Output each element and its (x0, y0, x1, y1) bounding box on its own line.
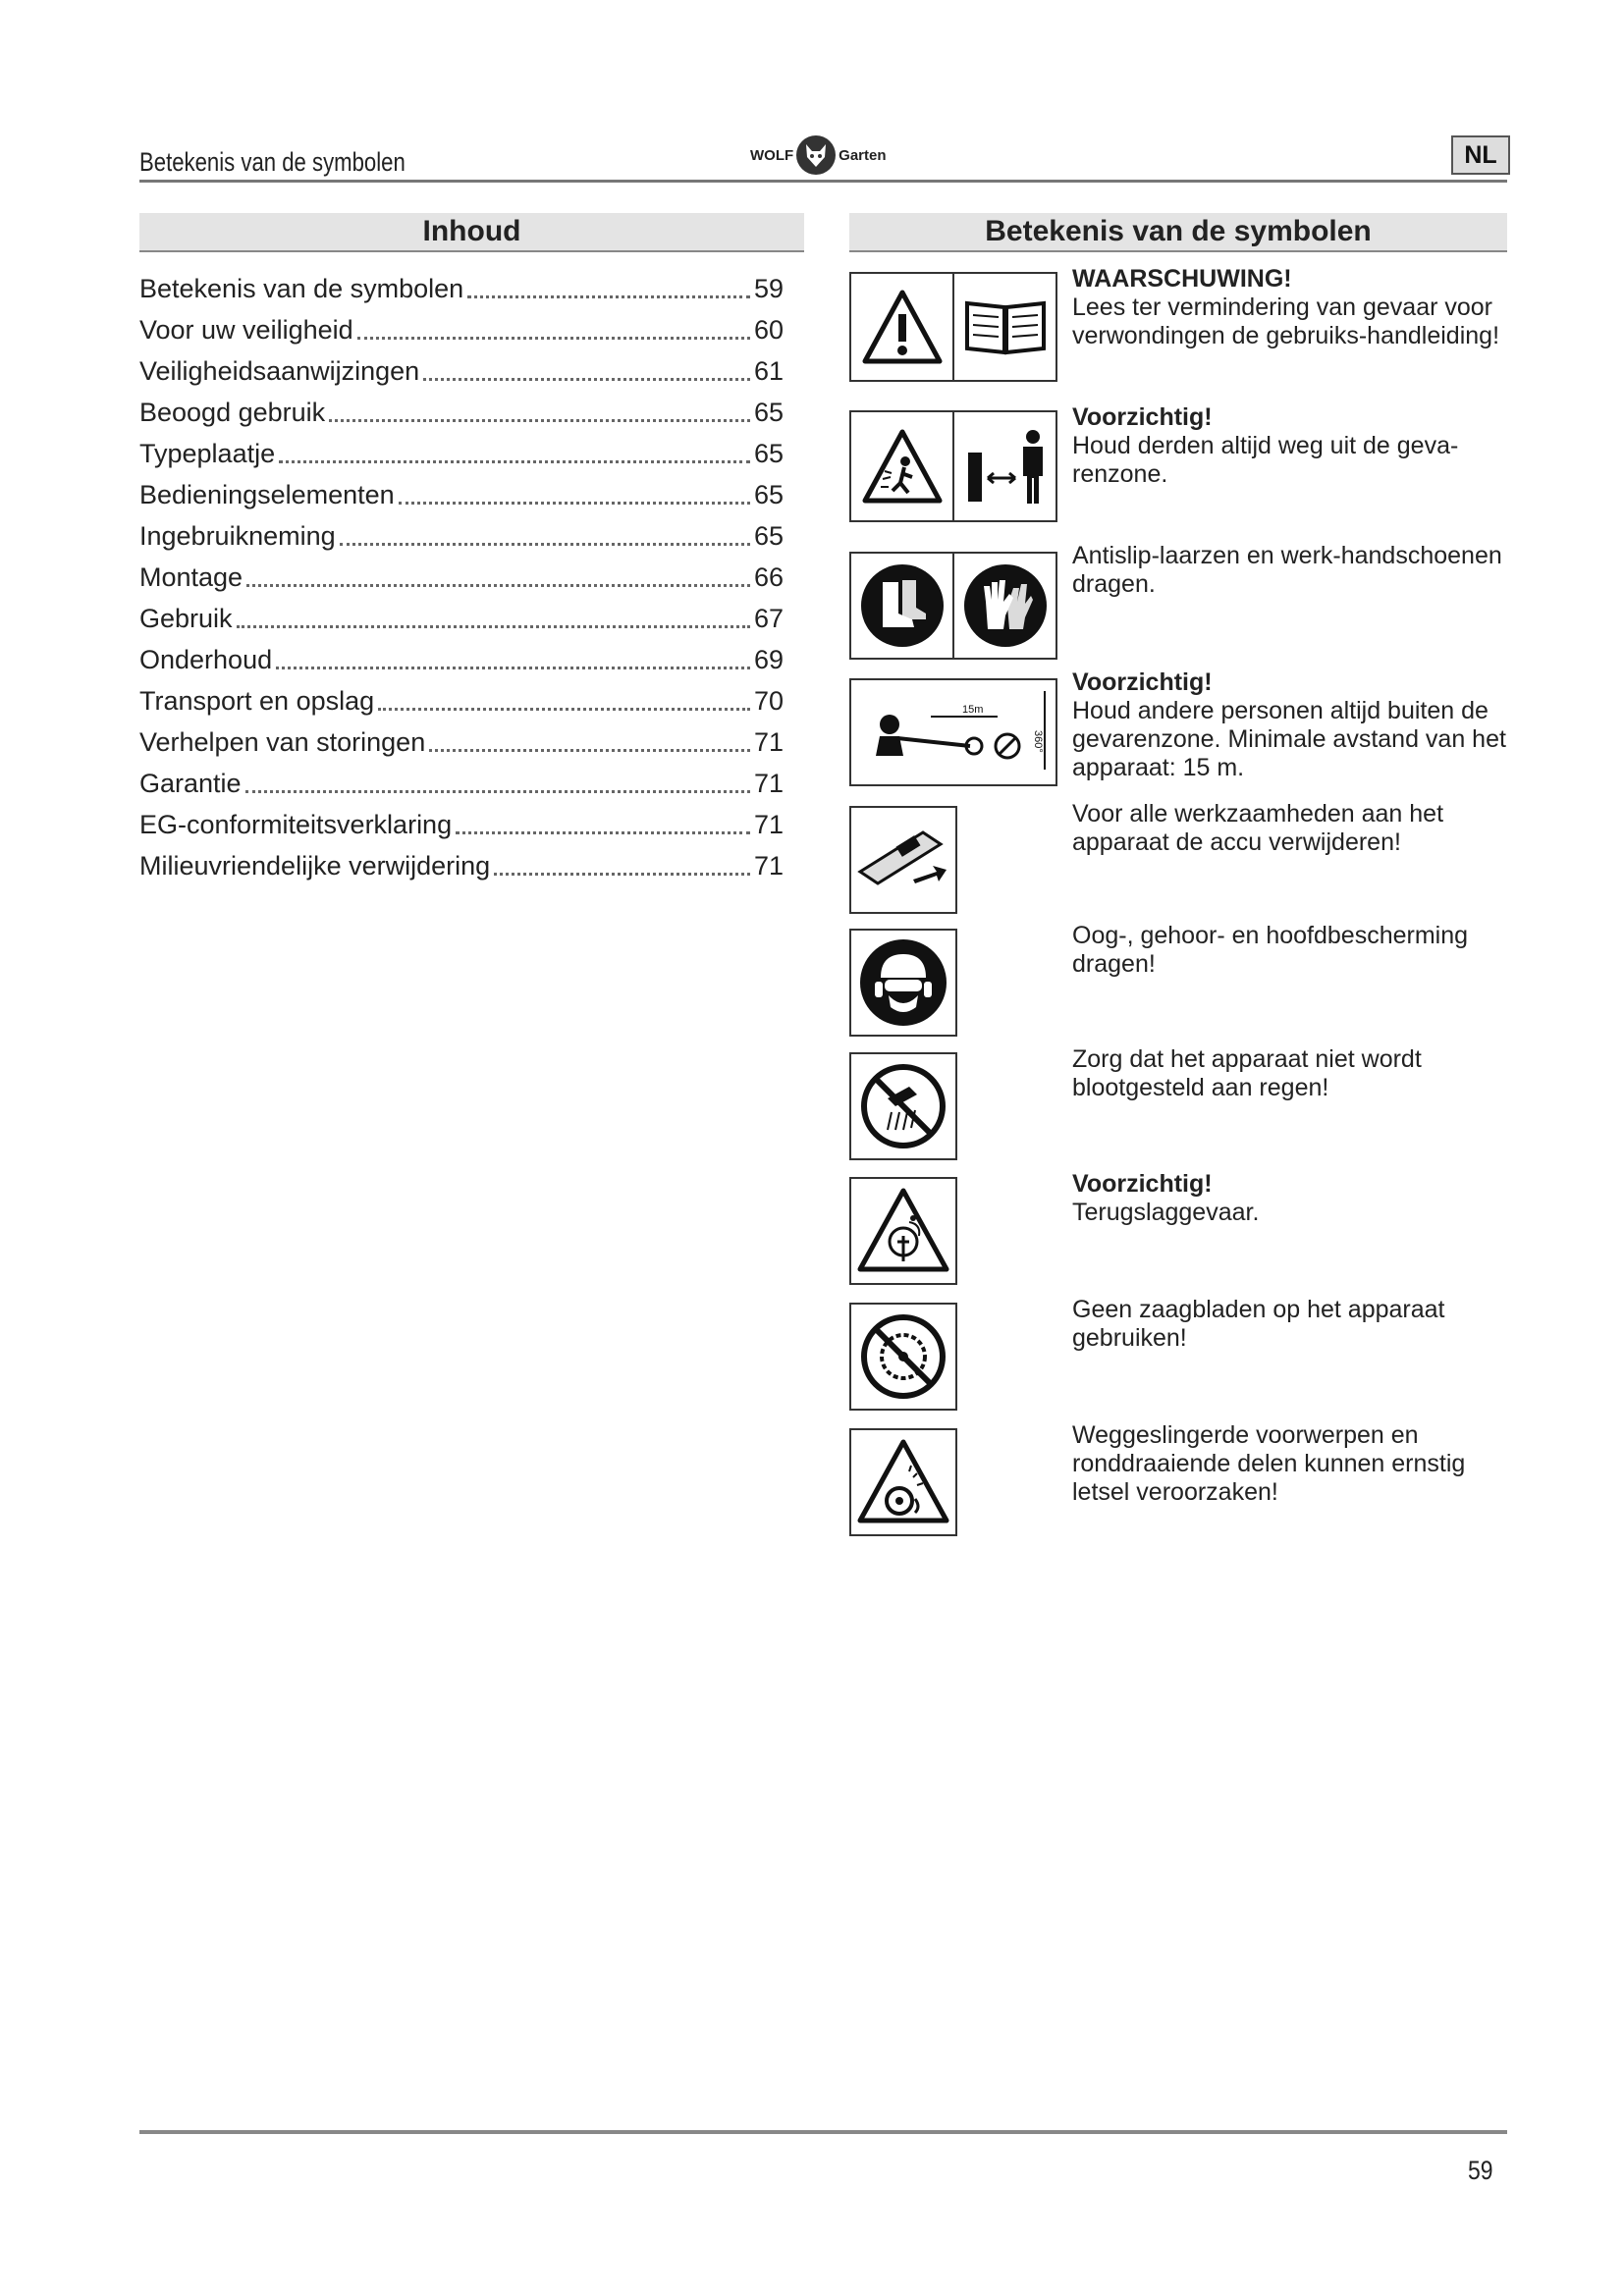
toc-entry-page: 71 (754, 727, 785, 757)
symbol-frame (849, 1177, 957, 1285)
symbol-text: Antislip-laarzen en werk-handschoenen dragen. (1072, 542, 1502, 598)
work-gloves-icon (952, 554, 1056, 658)
toc-entry[interactable] (139, 799, 787, 840)
safety-distance-15m-icon (851, 680, 1056, 784)
symbol-text: Oog-, gehoor- en hoofdbescherming dragen! (1072, 922, 1469, 978)
symbol-frame (849, 552, 1057, 660)
manual-book-icon (952, 274, 1056, 380)
toc-entry-page: 66 (754, 562, 785, 592)
toc-entry-label: Verhelpen van storingen (139, 727, 426, 757)
toc-leader (246, 564, 750, 587)
toc-leader (399, 482, 750, 505)
toc-entry-label: Veiligheidsaanwijzingen (139, 356, 420, 386)
toc-leader (456, 812, 750, 834)
toc-entry[interactable] (139, 593, 787, 634)
symbol-text: Houd derden altijd weg uit de geva-renzone. (1072, 432, 1459, 488)
toc-entry-label: Typeplaatje (139, 439, 276, 468)
toc-leader (279, 441, 750, 463)
toc-entry[interactable] (139, 469, 787, 510)
toc-leader (276, 647, 750, 669)
header-divider (139, 180, 1507, 183)
symbol-description (1072, 403, 1509, 489)
toc-entry-page: 65 (754, 398, 785, 427)
rotating-parts-warning-icon (851, 1430, 955, 1534)
symbol-title: Voorzichtig! (1072, 403, 1213, 431)
symbol-title: WAARSCHUWING! (1072, 265, 1292, 293)
toc-leader (329, 400, 750, 422)
flying-debris-warning-icon (851, 412, 952, 520)
toc-leader (423, 358, 750, 381)
toc-entry[interactable] (139, 428, 787, 469)
toc-leader (245, 771, 750, 793)
symbol-description (1072, 542, 1509, 599)
toc-entry-label: Gebruik (139, 604, 233, 633)
toc-entry-page: 71 (754, 851, 785, 881)
running-header: Betekenis van de symbolen (139, 147, 406, 177)
toc-entry-label: Ingebruikneming (139, 521, 336, 551)
toc-entry[interactable] (139, 717, 787, 758)
symbol-description (1072, 1296, 1509, 1353)
symbol-description (1072, 1421, 1509, 1507)
toc-entry-page: 61 (754, 356, 785, 386)
symbol-text: Voor alle werkzaamheden aan het apparaat de accu verwijderen! (1072, 800, 1444, 856)
symbols-heading: Betekenis van de symbolen (849, 213, 1507, 252)
toc-entry-page: 65 (754, 480, 785, 509)
keep-distance-icon (952, 412, 1056, 520)
symbol-description (1072, 800, 1509, 857)
toc-leader (237, 606, 750, 628)
symbol-title: Voorzichtig! (1072, 668, 1213, 696)
toc-entry-page: 71 (754, 810, 785, 839)
toc-entry[interactable] (139, 304, 787, 346)
logo-text-wolf: WOLF (750, 146, 794, 164)
symbol-text: Houd andere personen altijd buiten de gevarenzone. Minimale avstand van het apparaat: 15 m. (1072, 697, 1506, 781)
toc-entry-label: Voor uw veiligheid (139, 315, 353, 345)
wolf-garten-logo (750, 133, 887, 177)
symbol-description (1072, 1170, 1509, 1227)
safety-boots-icon (851, 554, 952, 658)
symbol-description (1072, 265, 1509, 350)
toc-entry[interactable] (139, 387, 787, 428)
head-eye-ear-protection-icon (851, 931, 955, 1035)
language-badge: NL (1451, 135, 1510, 175)
page-number: 59 (1468, 2156, 1493, 2185)
toc-leader (467, 276, 750, 298)
kickback-warning-icon (851, 1179, 955, 1283)
distance-label: 15m (962, 704, 984, 716)
toc-entry[interactable] (139, 675, 787, 717)
toc-entry[interactable] (139, 346, 787, 387)
symbol-frame (849, 806, 957, 914)
no-rain-icon (851, 1054, 955, 1158)
symbol-description (1072, 1045, 1509, 1102)
symbol-text: Zorg dat het apparaat niet wordt blootgesteld aan regen! (1072, 1045, 1422, 1101)
symbol-frame (849, 929, 957, 1037)
toc-entry[interactable] (139, 758, 787, 799)
toc-entry[interactable] (139, 510, 787, 552)
toc-heading: Inhoud (139, 213, 804, 252)
no-saw-blade-icon (851, 1305, 955, 1409)
symbol-frame (849, 1303, 957, 1411)
toc-entry-page: 71 (754, 769, 785, 798)
toc-entry-label: Garantie (139, 769, 242, 798)
symbol-text: Weggeslingerde voorwerpen en ronddraaiende delen kunnen ernstig letsel veroorzaken! (1072, 1421, 1466, 1506)
toc-entry-label: Bedieningselementen (139, 480, 395, 509)
angle-label: 360° (1032, 730, 1044, 753)
toc-entry-page: 65 (754, 521, 785, 551)
toc-entry-label: Onderhoud (139, 645, 273, 674)
symbol-description (1072, 922, 1509, 979)
symbol-frame (849, 410, 1057, 522)
toc-entry-page: 65 (754, 439, 785, 468)
toc-entry-label: Transport en opslag (139, 686, 375, 716)
toc-entry-page: 59 (754, 274, 785, 303)
toc-entry-label: EG-conformiteitsverklaring (139, 810, 453, 839)
remove-battery-icon (851, 808, 955, 912)
symbol-frame (849, 678, 1057, 786)
symbol-frame (849, 272, 1057, 382)
toc-entry[interactable] (139, 263, 787, 304)
table-of-contents (139, 263, 787, 881)
toc-leader (494, 853, 750, 876)
toc-entry-label: Montage (139, 562, 244, 592)
footer-divider (139, 2130, 1507, 2134)
toc-entry-label: Milieuvriendelijke verwijdering (139, 851, 491, 881)
wolf-head-icon (796, 135, 836, 175)
symbol-frame (849, 1428, 957, 1536)
logo-text-garten: Garten (839, 146, 887, 164)
toc-leader (340, 523, 750, 546)
symbol-text: Lees ter vermindering van gevaar voor verwondingen de gebruiks-handleiding! (1072, 294, 1500, 349)
symbol-description (1072, 668, 1509, 782)
toc-entry-label: Beoogd gebruik (139, 398, 326, 427)
toc-entry[interactable] (139, 840, 787, 881)
toc-entry-page: 69 (754, 645, 785, 674)
symbol-title: Voorzichtig! (1072, 1170, 1213, 1198)
toc-entry-page: 70 (754, 686, 785, 716)
warning-triangle-icon (851, 274, 952, 380)
toc-entry-page: 60 (754, 315, 785, 345)
toc-leader (429, 729, 750, 752)
toc-entry-label: Betekenis van de symbolen (139, 274, 464, 303)
toc-entry[interactable] (139, 634, 787, 675)
toc-leader (378, 688, 750, 711)
symbol-text: Terugslaggevaar. (1072, 1199, 1260, 1226)
toc-entry-page: 67 (754, 604, 785, 633)
toc-leader (357, 317, 750, 340)
symbol-text: Geen zaagbladen op het apparaat gebruiken! (1072, 1296, 1445, 1352)
toc-entry[interactable] (139, 552, 787, 593)
symbol-frame (849, 1052, 957, 1160)
